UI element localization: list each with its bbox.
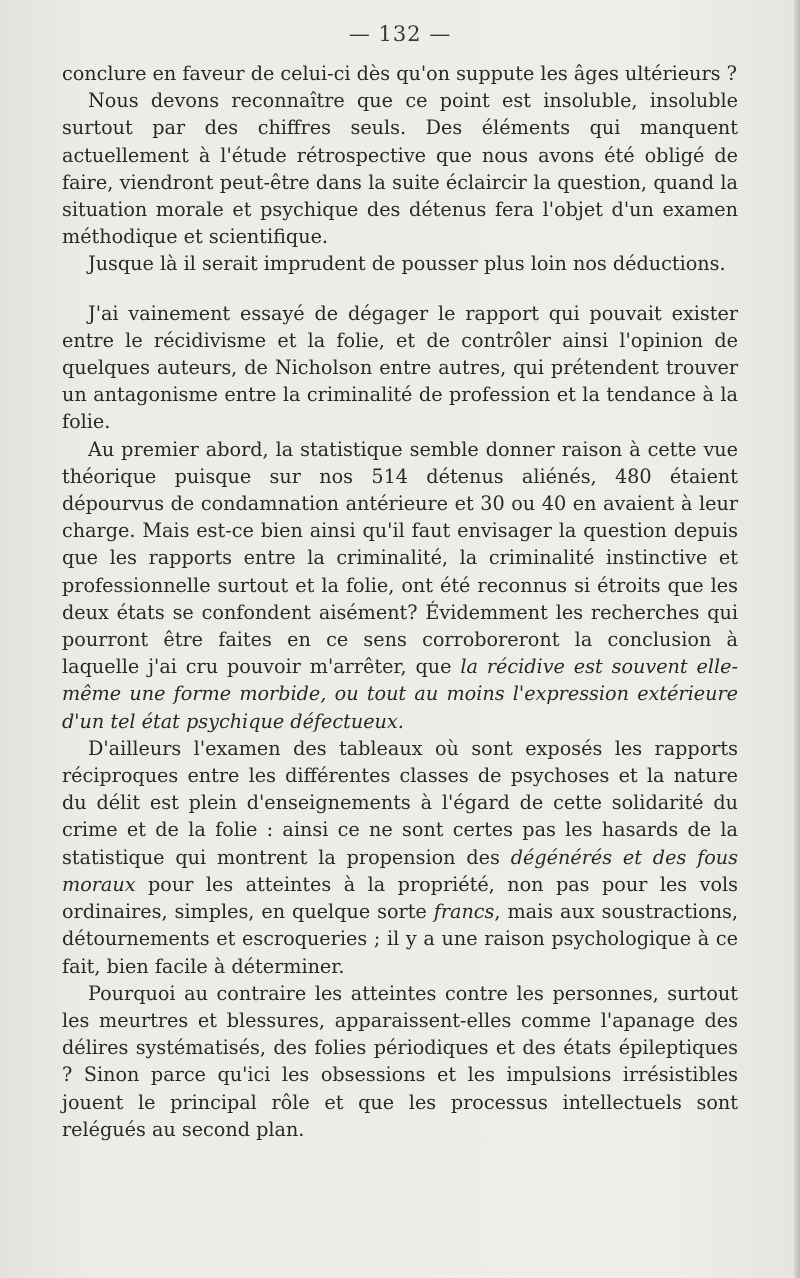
paragraph-2: Nous devons reconnaître que ce point est insoluble, insoluble surtout par des chiffres seuls. Des éléments qui manquent actuellement à l'étude rétrospective que nous avons été obligé de faire, viendront peut-être dans la suite éclaircir la question, quand la situation morale et psychique des détenus fera l'objet d'un examen méthodique et scientifique.: [62, 89, 738, 249]
paragraph-6-text-c: , mais aux soustractions, détournements et escroqueries ; il y a une raison psychologique à ce fait, bien facile à déterminer.: [62, 900, 738, 978]
paragraph-5-text: Au premier abord, la statistique semble donner raison à cette vue théorique puisque sur nos 514 détenus aliénés, 480 étaient dépourvus de condamnation antérieure et 30 ou 40 en avaient à leur charge. Mais est-ce bien ainsi qu'il faut envisager la question depuis que les rapports entre la criminalité, la criminalité instinctive et professionnelle surtout et la folie, ont été reconnus si étroits que les deux états se confondent aisément? Évidemment les recherches qui pourront être faites en ce sens corroboreront la conclusion à laquelle j'ai cru pouvoir m'arrêter, que: [62, 437, 738, 679]
paragraph-6-italic-2: francs: [433, 900, 495, 924]
paragraph-1: conclure en faveur de celui-ci dès qu'on suppute les âges ultérieurs ?: [62, 62, 737, 85]
paragraph-6-italic-1: dégénérés et des fous moraux: [62, 845, 738, 896]
paragraph-5-italic: la récidive est souvent elle-même une forme morbide, ou tout au moins l'expression extérieure d'un tel état psychique défectueux.: [62, 655, 738, 733]
paragraph-3: Jusque là il serait imprudent de pousser plus loin nos déductions.: [88, 252, 726, 276]
paragraph-7: Pourquoi au contraire les atteintes contre les personnes, surtout les meurtres et blessures, apparaissent-elles comme l'apanage des délires systématisés, des folies périodiques et des états épileptiques ? Sinon parce qu'ici les obsessions et les impulsions irrésistibles jouent le principal rôle et que les processus intellectuels sont relégués au second plan.: [62, 981, 738, 1141]
paragraph-4: J'ai vainement essayé de dégager le rapport qui pouvait exister entre le récidivisme et la folie, et de contrôler ainsi l'opinion de quelques auteurs, de Nicholson entre autres, qui prétendent trouver un antagonisme entre la criminalité de profession et la tendance à la folie.: [62, 301, 738, 434]
page-edge-shadow: [794, 0, 800, 1278]
paragraph-6: [62, 735, 738, 980]
paragraph-6-text-a: D'ailleurs l'examen des tableaux où sont exposés les rapports réciproques entre les différentes classes de psychoses et la nature du délit est plein d'enseignements à l'égard de cette solidarité du crime et de la folie : ainsi ce ne sont certes pas les hasards de la statistique qui montrent la propension des: [62, 736, 738, 869]
body-text: [62, 60, 738, 1143]
page-number: — 132 —: [348, 22, 452, 46]
paragraph-5: [62, 436, 738, 735]
paragraph-6-text-b: pour les atteintes à la propriété, non pas pour les vols ordinaires, simples, en quelque sorte: [62, 872, 738, 924]
